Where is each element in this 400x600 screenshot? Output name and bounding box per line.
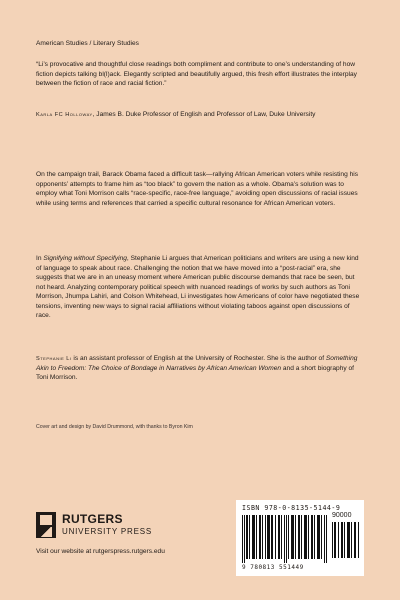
- barcode-area: [236, 500, 364, 576]
- category-label: American Studies / Literary Studies: [36, 40, 139, 47]
- paragraph-1-text: On the campaign trail, Barack Obama faced a difficult task—rallying African American voters while resisting his opponents’ attempts to frame him as “too black” to govern the nation as a whole. Obama’s solution was to employ what Toni Morrison calls “race-specific, race-free language,” avoiding open discussions of racial issues while using terms and references that carried a specific cultural resonance for African American voters.: [36, 171, 359, 207]
- endorsement-quote: [36, 60, 364, 89]
- paragraph-2-rest: , Stephanie Li argues that American politicians and writers are using a new kind of language to speak about race. Challenging the notion that we have moved into a “post-racial” era, she suggests that we are in an uneasy moment where American public discourse demands that race be seen, but not heard. Analyzing contemporary political speech with nuanced readings of works by such authors as Toni Morrison, Jhumpa Lahiri, and Colson Whitehead, Li investigates how Americans of color have negotiated these tensions, inventing new ways to signal racial affiliations without violating taboos against open discussions of race.: [36, 255, 360, 320]
- rutgers-r-icon: [36, 512, 56, 538]
- price-code: 90000: [332, 512, 352, 519]
- book-title: Signifying without Specifying: [43, 255, 127, 262]
- publisher-name: RUTGERS: [62, 512, 123, 526]
- quote-text: “Li’s provocative and thoughtful close readings both compliment and contribute to one’s understanding of how fiction depicts talking bl(l)ack. Elegantly scripted and beautifully argued, this fresh effort illustrates the interplay between the fiction of race and racial fiction.”: [36, 61, 357, 88]
- bio-text-1: is an assistant professor of English at the University of Rochester. She is the author of: [71, 355, 326, 362]
- author-bio: [36, 354, 364, 383]
- quote-attribution: [36, 110, 364, 120]
- bio-book-title: Something Akin to Freedom: The Choice of Bondage in Narratives by African American Women: [36, 355, 358, 372]
- quote-author-title: , James B. Duke Professor of English and Professor of Law, Duke University: [92, 111, 316, 118]
- bio-author-name: Stephanie Li: [36, 356, 72, 362]
- description-paragraph-2: [36, 254, 364, 321]
- publisher-website: Visit our website at rutgerspress.rutgers.edu: [36, 548, 165, 555]
- isbn-text: ISBN 978-0-8135-5144-9: [242, 504, 341, 512]
- paragraph-2-lead: In: [36, 255, 44, 262]
- ean-digits: 9 780813 551449: [242, 564, 304, 571]
- bio-text-2: and a short biography of Toni Morrison.: [36, 364, 355, 382]
- price-barcode-icon: [332, 522, 360, 558]
- ean-barcode-icon: [242, 515, 328, 563]
- publisher-logo: [36, 512, 186, 542]
- description-paragraph-1: [36, 170, 364, 208]
- cover-credit: Cover art and design by David Drummond, with thanks to Byron Kim: [36, 424, 193, 430]
- quote-author-name: Karla FC Holloway: [36, 112, 93, 118]
- publisher-subname: UNIVERSITY PRESS: [62, 527, 153, 536]
